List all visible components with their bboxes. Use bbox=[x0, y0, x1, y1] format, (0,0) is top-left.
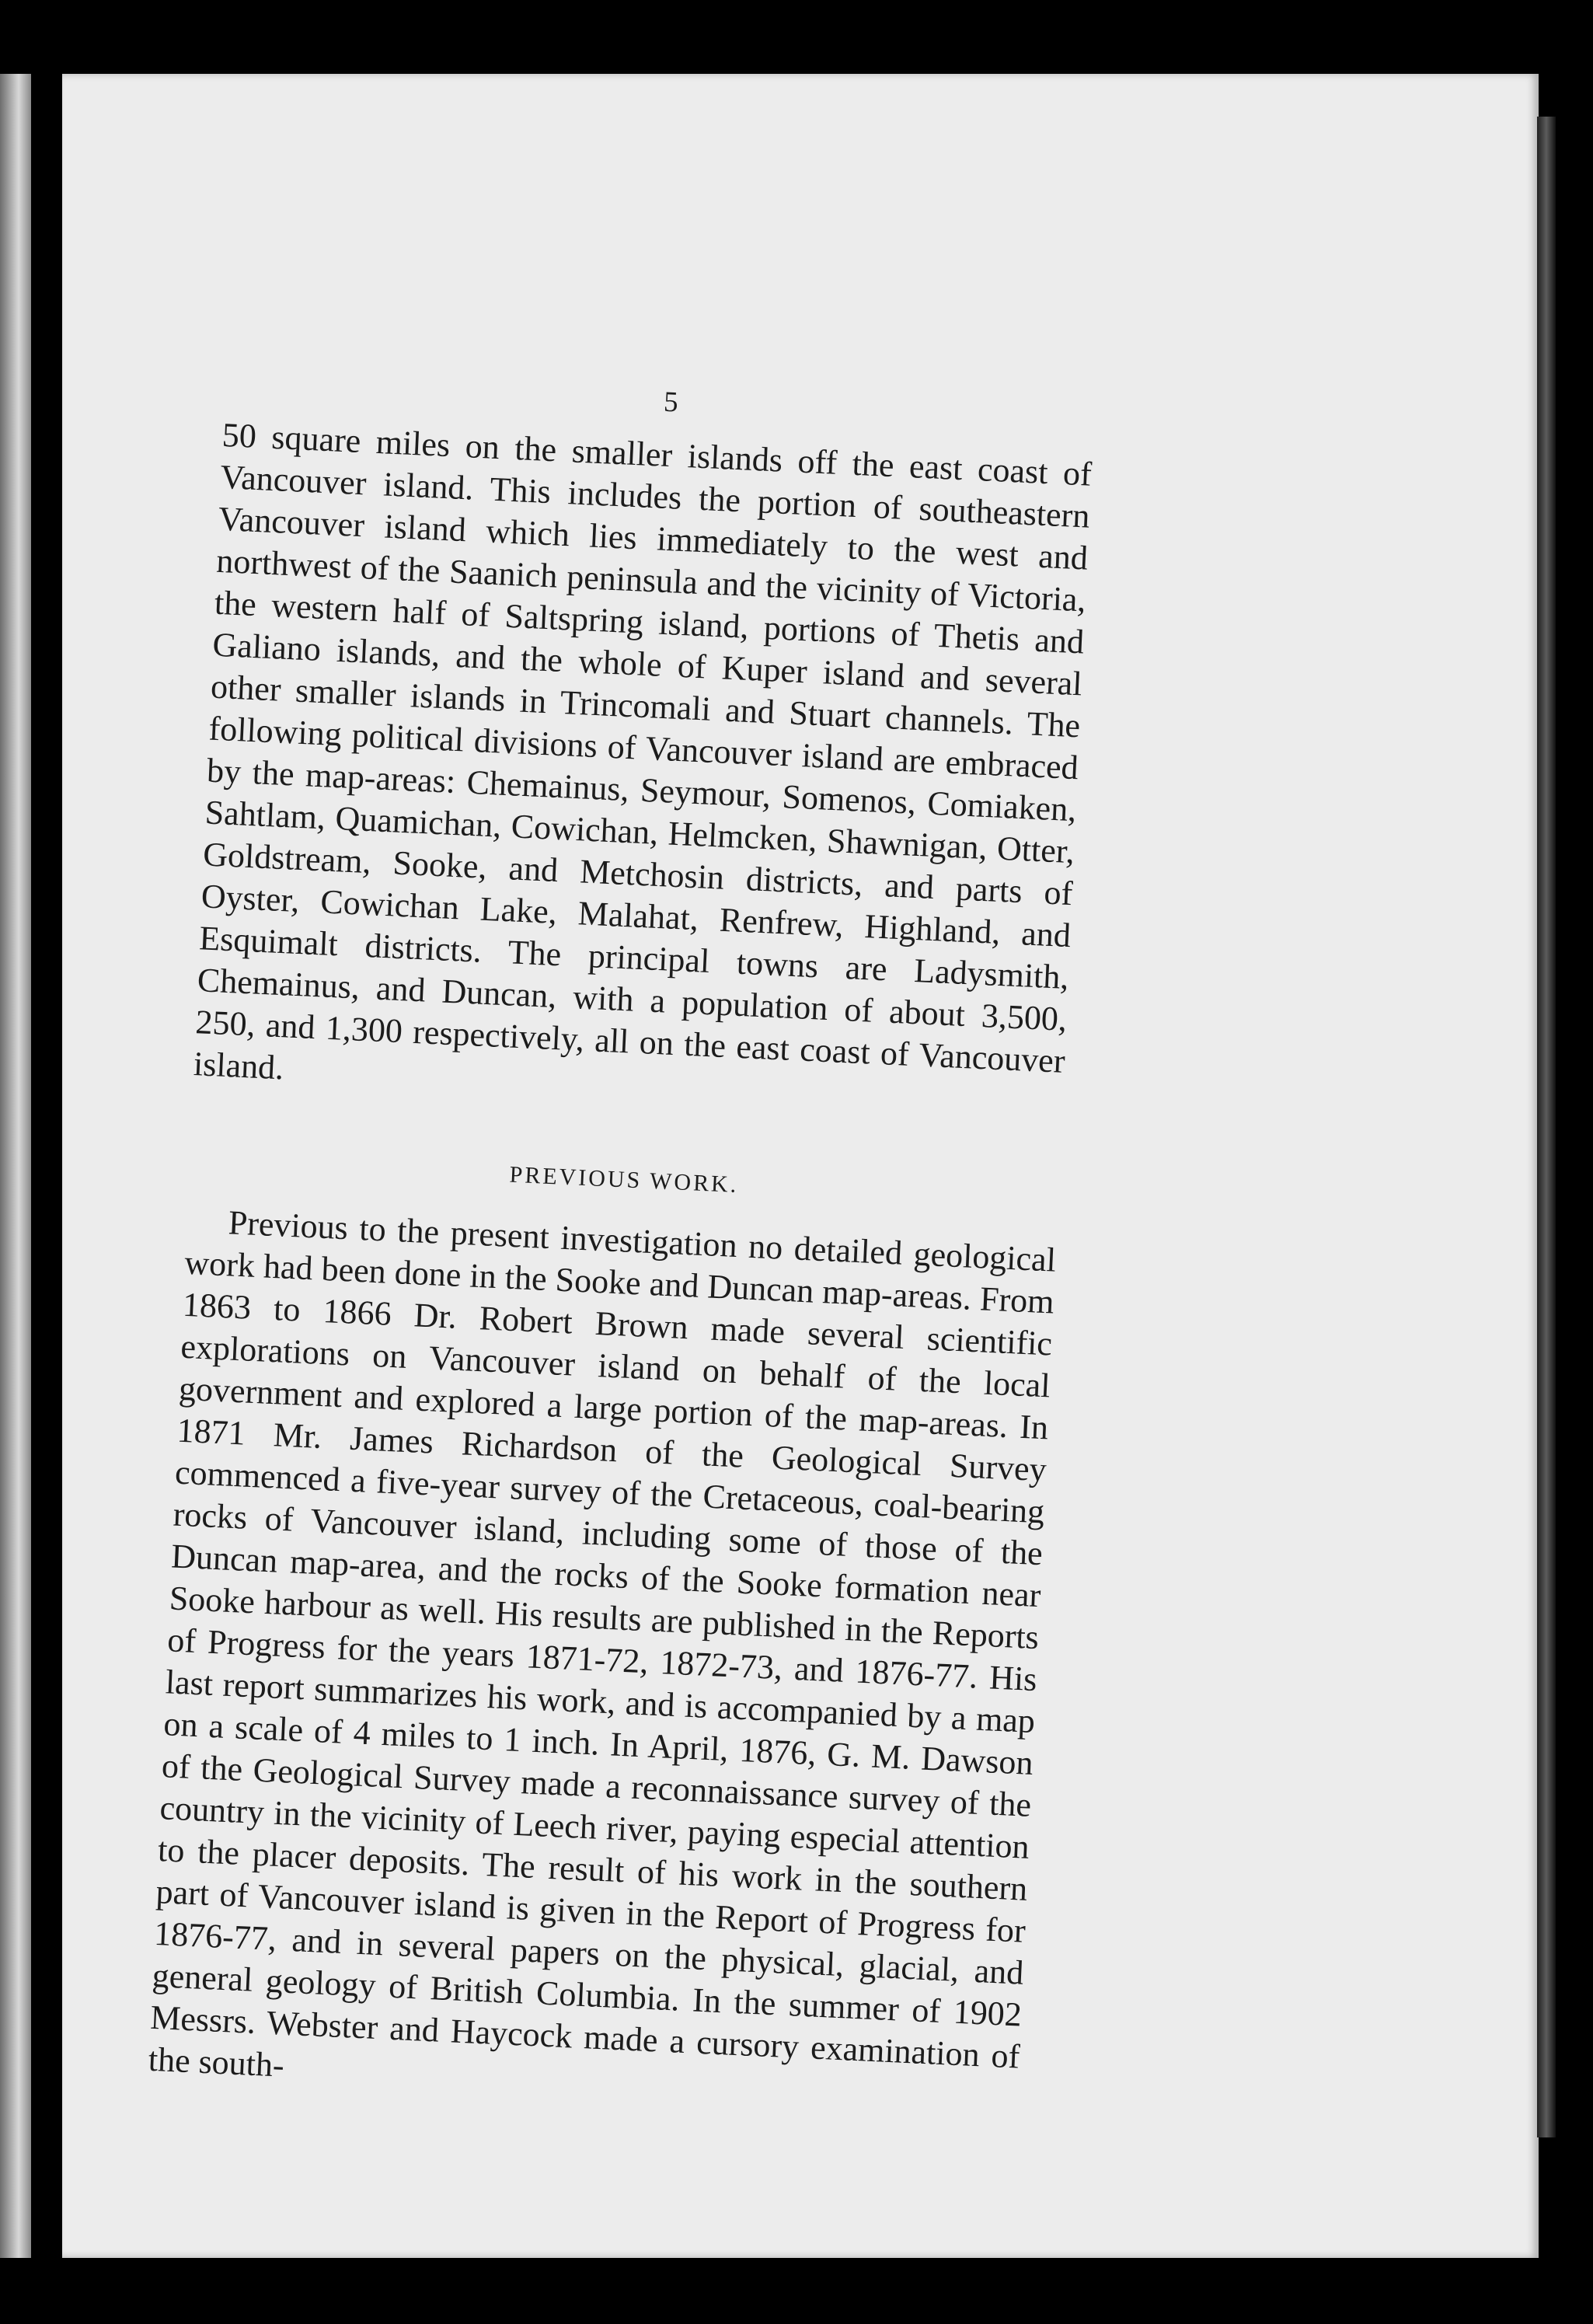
book-cover-edge bbox=[1537, 117, 1556, 2137]
page-number: 5 bbox=[663, 386, 679, 419]
facing-page-edge bbox=[0, 74, 31, 2258]
paragraph: Previous to the present investigation no detailed geological work had been done in the Sooke and Duncan map-areas. From 1863 to 1866 Dr. Robert Brown made several scientific explorations on Vancouver island on behalf of the local government and explored a large portion of the map-areas. In 1871 Mr. James Richardson of the Geological Survey commenced a five-year survey of the Cretaceous, coal-bearing rocks of Vancouver island, including some of those of the Duncan map-area, and the rocks of the Sooke formation near Sooke harbour as well. His results are published in the Reports of Progress for the years 1871-72, 1872-73, and 1876-77. His last report summarizes his work, and is accompanied by a map on a scale of 4 miles to 1 inch. In April, 1876, G. M. Dawson of the Geological Survey made a reconnaissance survey of the country in the vicinity of Leech river, paying especial attention to the placer deposits. The result of his work in the southern part of Vancouver island is given in the Report of Progress for 1876-77, and in several papers on the physical, glacial, and general geology of British Columbia. In the summer of 1902 Messrs. Webster and Haycock made a cursory examination of the south- bbox=[147, 1203, 1057, 2085]
paragraph: 50 square miles on the smaller islands off the east coast of Vancouver island. This includes the portion of southeastern Vancouver island which lies immediately to the west and northwest of the Saanich peninsula and the vicinity of Victoria, the western half of Saltspring island, portions of Thetis and Galiano islands, and the whole of Kuper island and several other smaller islands in Trincomali and Stuart channels. The following political divisions of Vancouver island are embraced by the map-areas: Chemainus, Seymour, Somenos, Comiaken, Sahtlam, Quamichan, Cowichan, Helmcken, Shawnigan, Otter, Goldstream, Sooke, and Metchosin districts, and parts of Oyster, Cowichan Lake, Malahat, Renfrew, Highland, and Esquimalt districts. The principal towns are Ladysmith, Chemainus, and Duncan, with a population of about 3,500, 250, and 1,300 respectively, all on the east coast of Vancouver island. bbox=[193, 415, 1093, 1087]
page-text-block bbox=[148, 365, 1095, 2120]
section-heading: PREVIOUS WORK. bbox=[508, 1161, 739, 1199]
